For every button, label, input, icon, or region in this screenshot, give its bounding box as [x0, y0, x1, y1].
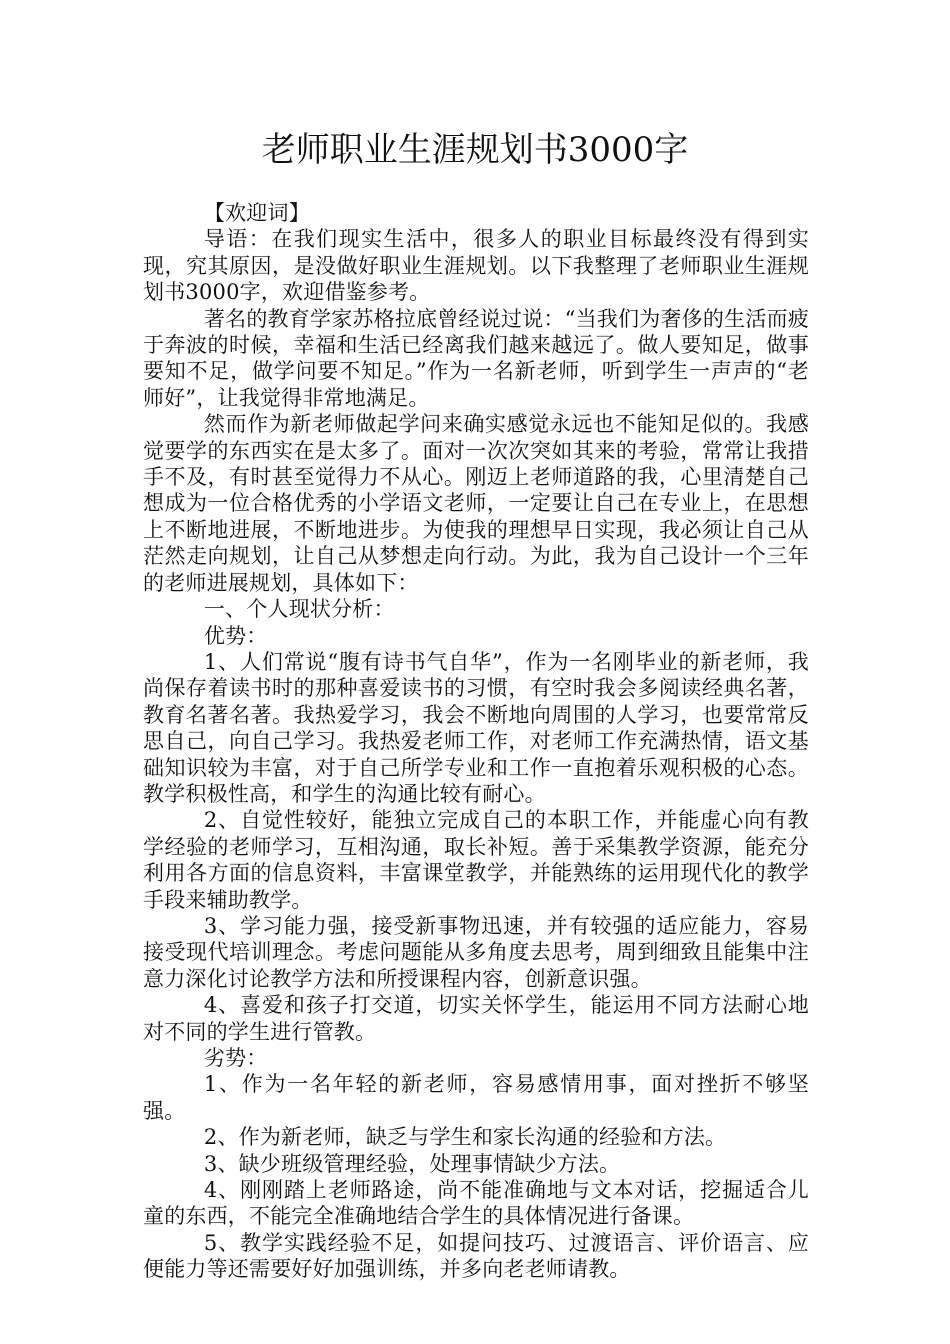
weakness-item-1: 1、作为一名年轻的新老师，容易感情用事，面对挫折不够坚强。 — [143, 1072, 809, 1123]
strengths-heading: 优势： — [203, 623, 268, 648]
strength-item-4: 4、喜爱和孩子打交道，切实关怀学生，能运用不同方法耐心地对不同的学生进行管教。 — [143, 993, 809, 1044]
weakness-item-3: 3、缺少班级管理经验，处理事情缺少方法。 — [203, 1151, 621, 1176]
weaknesses-heading: 劣势： — [203, 1046, 268, 1070]
weakness-item-5: 5、教学实践经验不足，如提问技巧、过渡语言、评价语言、应便能力等还需要好好加强训练，并多向老老师请教。 — [143, 1230, 809, 1282]
quote-paragraph: 著名的教育学家苏格拉底曾经说过说：“当我们为奢侈的生活而疲于奔波的时候，幸福和生活已经离我们越来越远了。做人要知足，做事要知不足，做学问要不知足。”作为一名新老师，听到学生一声声的“老师好”，让我觉得非常地满足。 — [143, 306, 809, 410]
weakness-item-4: 4、刚刚踏上老师路途，尚不能准确地与文本对话，挖掘适合儿童的东西，不能完全准确地结合学生的具体情况进行备课。 — [143, 1178, 809, 1229]
section-heading-analysis: 一、个人现状分析： — [203, 597, 395, 622]
plan-paragraph: 然而作为新老师做起学问来确实感觉永远也不能知足似的。我感觉要学的东西实在是太多了。面对一次次突如其来的考验，常常让我措手不及，有时甚至觉得力不从心。刚迈上老师道路的我，心里清楚自己想成为一位合格优秀的小学语文老师，一定要让自己在专业上，在思想上不断地进展，不断地进步。为使我的理想早日实现，我必须让自己从茫然走向规划，让自己从梦想走向行动。为此，我为自己设计一个三年的老师进展规划，具体如下： — [143, 412, 809, 595]
weakness-item-2: 2、作为新老师，缺乏与学生和家长沟通的经验和方法。 — [203, 1125, 727, 1150]
strength-item-1: 1、人们常说“腹有诗书气自华”，作为一名刚毕业的新老师，我尚保存着读书时的那种喜爱读书的习惯，有空时我会多阅读经典名著，教育名著名著。我热爱学习，我会不断地向周围的人学习，也要常常反思自己，向自己学习。我热爱老师工作，对老师工作充满热情，语文基础知识较为丰富，对于自己所学专业和工作一直抱着乐观积极的心态。教学积极性高，和学生的沟通比较有耐心。 — [143, 649, 809, 806]
strength-item-2: 2、自觉性较好，能独立完成自己的本职工作，并能虚心向有教学经验的老师学习，互相沟通，取长补短。善于采集教学资源，能充分利用各方面的信息资料，丰富课堂教学，并能熟练的运用现代化的教学手段来辅助教学。 — [143, 808, 809, 912]
intro-paragraph: 导语：在我们现实生活中，很多人的职业目标最终没有得到实现，究其原因，是没做好职业生涯规划。以下我整理了老师职业生涯规划书3000字，欢迎借鉴参考。 — [143, 227, 809, 305]
document-title: 老师职业生涯规划书3000字 — [261, 130, 689, 170]
document-body — [143, 200, 809, 1283]
welcome-heading: 【欢迎词】 — [203, 201, 310, 225]
strength-item-3: 3、学习能力强，接受新事物迅速，并有较强的适应能力，容易接受现代培训理念。考虑问题能从多角度去思考，周到细致且能集中注意力深化讨论教学方法和所授课程内容，创新意识强。 — [143, 913, 809, 991]
